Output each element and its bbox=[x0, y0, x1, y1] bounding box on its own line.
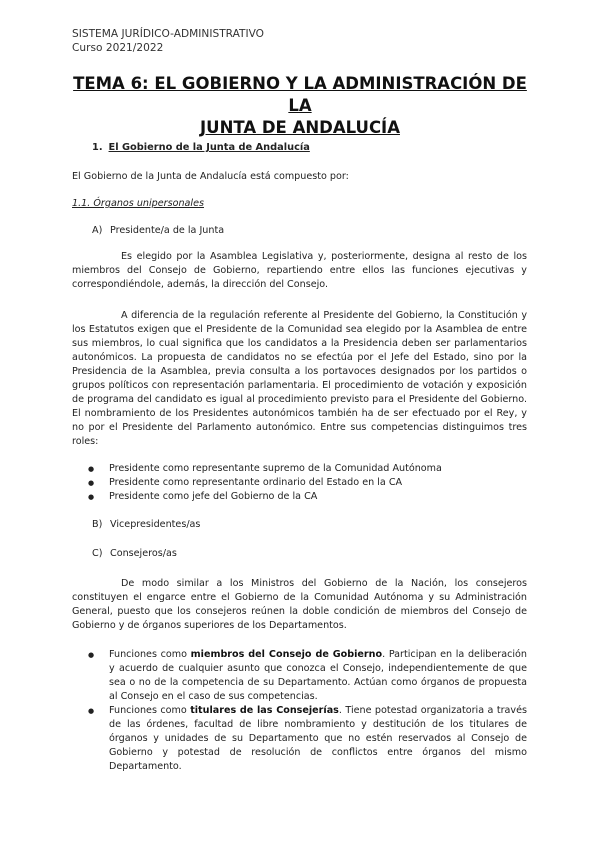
intro-text: El Gobierno de la Junta de Andalucía está compuesto por: bbox=[72, 171, 349, 182]
item-b-label: Vicepresidentes/as bbox=[110, 519, 201, 530]
item-bold-text: miembros del Consejo de Gobierno bbox=[190, 649, 383, 660]
president-roles-list bbox=[72, 462, 527, 504]
item-c bbox=[92, 548, 177, 559]
title-line-2: JUNTA DE ANDALUCÍA bbox=[200, 118, 400, 137]
paragraph-president-2: A diferencia de la regulación referente al Presidente del Gobierno, la Constitución y los Estatutos exigen que el Presidente de la Comunidad sea elegido por la Asamblea de entre sus miembros, lo cual significa que los candidatos a la Presidencia deben ser parlamentarios autonómicos. La propuesta de candidatos no se efectúa por el Jefe del Estado, sino por la Presidencia de la Asamblea, previa consulta a los portavoces designados por los partidos o grupos políticos con representación parlamentaria. El procedimiento de votación y exposición de programa del candidato es igual al procedimiento previsto para el Presidente del Gobierno. El nombramiento de los Presidentes autonómicos también ha de ser efectuado por el Rey, y no por el Presidente del Parlamento autonómico. Entre sus competencias distinguimos tres roles: bbox=[72, 310, 527, 447]
item-b bbox=[92, 519, 200, 530]
consejeros-functions-list bbox=[72, 648, 527, 774]
item-a-label: Presidente/a de la Junta bbox=[110, 225, 225, 236]
list-item: ● Presidente como representante ordinario del Estado en la CA bbox=[72, 476, 527, 490]
subject-name: SISTEMA JURÍDICO-ADMINISTRATIVO bbox=[72, 28, 265, 40]
item-text: . Tiene potestad organizatoria a través de las órdenes, facultad de libre nombramiento y destitución de los titulares de órganos y unidades de su Departamento que no estén reservados al Consejo de Gobierno y potestad de resolución de conflictos entre órganos del mismo Departamento. bbox=[109, 705, 528, 772]
section-number: 1. bbox=[92, 142, 103, 153]
list-item bbox=[72, 648, 527, 704]
course-year: Curso 2021/2022 bbox=[72, 42, 164, 54]
subsection-heading: 1.1. Órganos unipersonales bbox=[72, 198, 204, 209]
item-b-letter: B) bbox=[92, 519, 103, 530]
list-item: ● Presidente como jefe del Gobierno de la CA bbox=[72, 490, 527, 504]
document-title bbox=[60, 73, 540, 139]
item-c-letter: C) bbox=[92, 548, 103, 559]
list-item: ● Presidente como representante supremo de la Comunidad Autónoma bbox=[72, 462, 527, 476]
title-line-1: TEMA 6: EL GOBIERNO Y LA ADMINISTRACIÓN DE LA bbox=[73, 74, 527, 115]
paragraph-president-1: Es elegido por la Asamblea Legislativa y, posteriormente, designa al resto de los miembros del Consejo de Gobierno, repartiendo entre ellos las funciones ejecutivas y correspondiéndole, además, la dirección del Consejo. bbox=[72, 251, 527, 290]
list-item bbox=[72, 704, 527, 774]
item-a-letter: A) bbox=[92, 225, 103, 236]
item-a bbox=[92, 225, 224, 236]
item-bold-text: titulares de las Consejerías bbox=[190, 705, 339, 716]
item-c-label: Consejeros/as bbox=[110, 548, 177, 559]
item-text: . Participan en la deliberación y acuerdo de cualquier asunto que conozca el Consejo, independientemente de que sea o no de la competencia de su Departamento. Actúan como órganos de propuesta al Consejo en el caso de sus competencias. bbox=[109, 649, 527, 702]
paragraph-consejeros: De modo similar a los Ministros del Gobierno de la Nación, los consejeros constituyen el engarce entre el Gobierno de la Comunidad Autónoma y su Administración General, puesto que los consejeros reúnen la doble condición de miembros del Consejo de Gobierno y de órganos superiores de los Departamentos. bbox=[72, 578, 527, 631]
section-title: El Gobierno de la Junta de Andalucía bbox=[108, 142, 310, 153]
item-text: Funciones como bbox=[109, 649, 191, 660]
document-header bbox=[72, 27, 264, 55]
section-heading bbox=[92, 142, 310, 153]
item-text: Funciones como bbox=[109, 705, 191, 716]
